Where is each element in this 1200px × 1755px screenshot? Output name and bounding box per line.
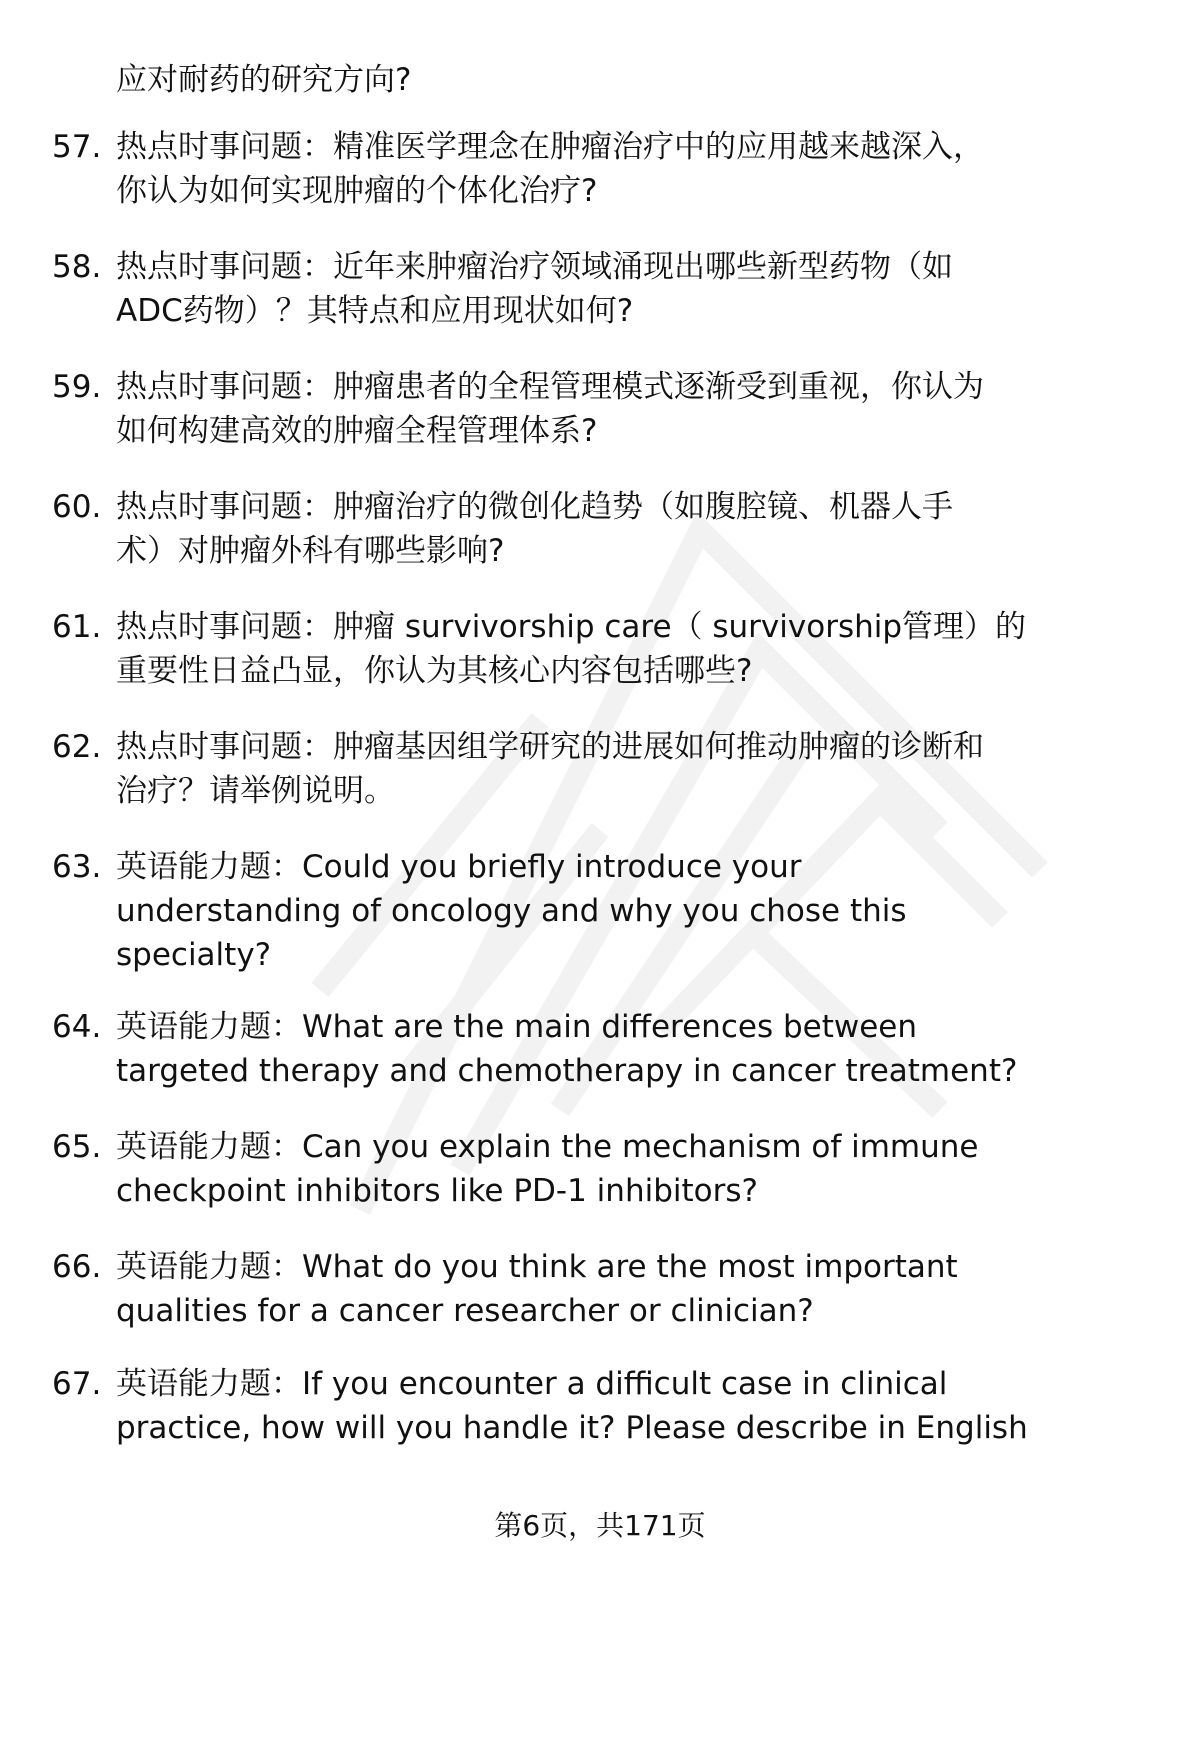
question-line: 英语能力题：If you encounter a difficult case in clinical bbox=[116, 1366, 948, 1402]
question-line: understanding of oncology and why you chose this bbox=[116, 893, 907, 929]
question-line: 热点时事问题：肿瘤基因组学研究的进展如何推动肿瘤的诊断和 bbox=[116, 729, 984, 765]
question-text bbox=[116, 1245, 1176, 1333]
question-text bbox=[116, 485, 1176, 573]
continuation-line: 应对耐药的研究方向? bbox=[116, 62, 412, 98]
question-line: 英语能力题：Can you explain the mechanism of immune bbox=[116, 1129, 979, 1165]
question-line: practice, how will you handle it? Please describe in English bbox=[116, 1410, 1028, 1446]
question-line: ADC药物）？其特点和应用现状如何? bbox=[116, 293, 634, 329]
question-number: 63. bbox=[52, 849, 102, 885]
question-line: 热点时事问题：精准医学理念在肿瘤治疗中的应用越来越深入， bbox=[116, 129, 984, 165]
question-line: 热点时事问题：肿瘤患者的全程管理模式逐渐受到重视，你认为 bbox=[116, 369, 984, 405]
question-line: 如何构建高效的肿瘤全程管理体系? bbox=[116, 413, 598, 449]
question-number: 65. bbox=[52, 1129, 102, 1165]
question-line: 重要性日益凸显，你认为其核心内容包括哪些? bbox=[116, 653, 753, 689]
question-line: checkpoint inhibitors like PD-1 inhibitors? bbox=[116, 1173, 758, 1209]
question-line: 术）对肿瘤外科有哪些影响? bbox=[116, 533, 505, 569]
question-line: 英语能力题：What are the main differences between bbox=[116, 1009, 918, 1045]
question-text bbox=[116, 605, 1176, 693]
question-line: 热点时事问题：近年来肿瘤治疗领域涌现出哪些新型药物（如 bbox=[116, 249, 953, 285]
question-text bbox=[116, 1362, 1176, 1450]
question-line: 治疗？请举例说明。 bbox=[116, 773, 395, 809]
question-text bbox=[116, 845, 1176, 977]
page-footer bbox=[0, 1508, 1200, 1544]
question-text bbox=[116, 365, 1176, 453]
question-number: 58. bbox=[52, 249, 102, 285]
question-text bbox=[116, 245, 1176, 333]
page-number-label: 第6页，共171页 bbox=[494, 1509, 706, 1542]
question-line: specialty? bbox=[116, 937, 272, 973]
question-number: 57. bbox=[52, 129, 102, 165]
question-text bbox=[116, 1125, 1176, 1213]
question-text bbox=[116, 1005, 1176, 1093]
question-number: 60. bbox=[52, 489, 102, 525]
question-text bbox=[116, 725, 1176, 813]
question-line: qualities for a cancer researcher or clinician? bbox=[116, 1293, 814, 1329]
question-number: 62. bbox=[52, 729, 102, 765]
question-line: 热点时事问题：肿瘤 survivorship care（ survivorship管理）的 bbox=[116, 609, 1027, 645]
question-line: targeted therapy and chemotherapy in cancer treatment? bbox=[116, 1053, 1018, 1089]
question-line: 英语能力题：Could you briefly introduce your bbox=[116, 849, 802, 885]
question-number: 66. bbox=[52, 1249, 102, 1285]
question-number: 61. bbox=[52, 609, 102, 645]
question-number: 64. bbox=[52, 1009, 102, 1045]
question-number: 67. bbox=[52, 1366, 102, 1402]
question-line: 热点时事问题：肿瘤治疗的微创化趋势（如腹腔镜、机器人手 bbox=[116, 489, 953, 525]
question-number: 59. bbox=[52, 369, 102, 405]
question-line: 英语能力题：What do you think are the most important bbox=[116, 1249, 958, 1285]
question-text bbox=[116, 125, 1176, 213]
question-line: 你认为如何实现肿瘤的个体化治疗? bbox=[116, 173, 598, 209]
